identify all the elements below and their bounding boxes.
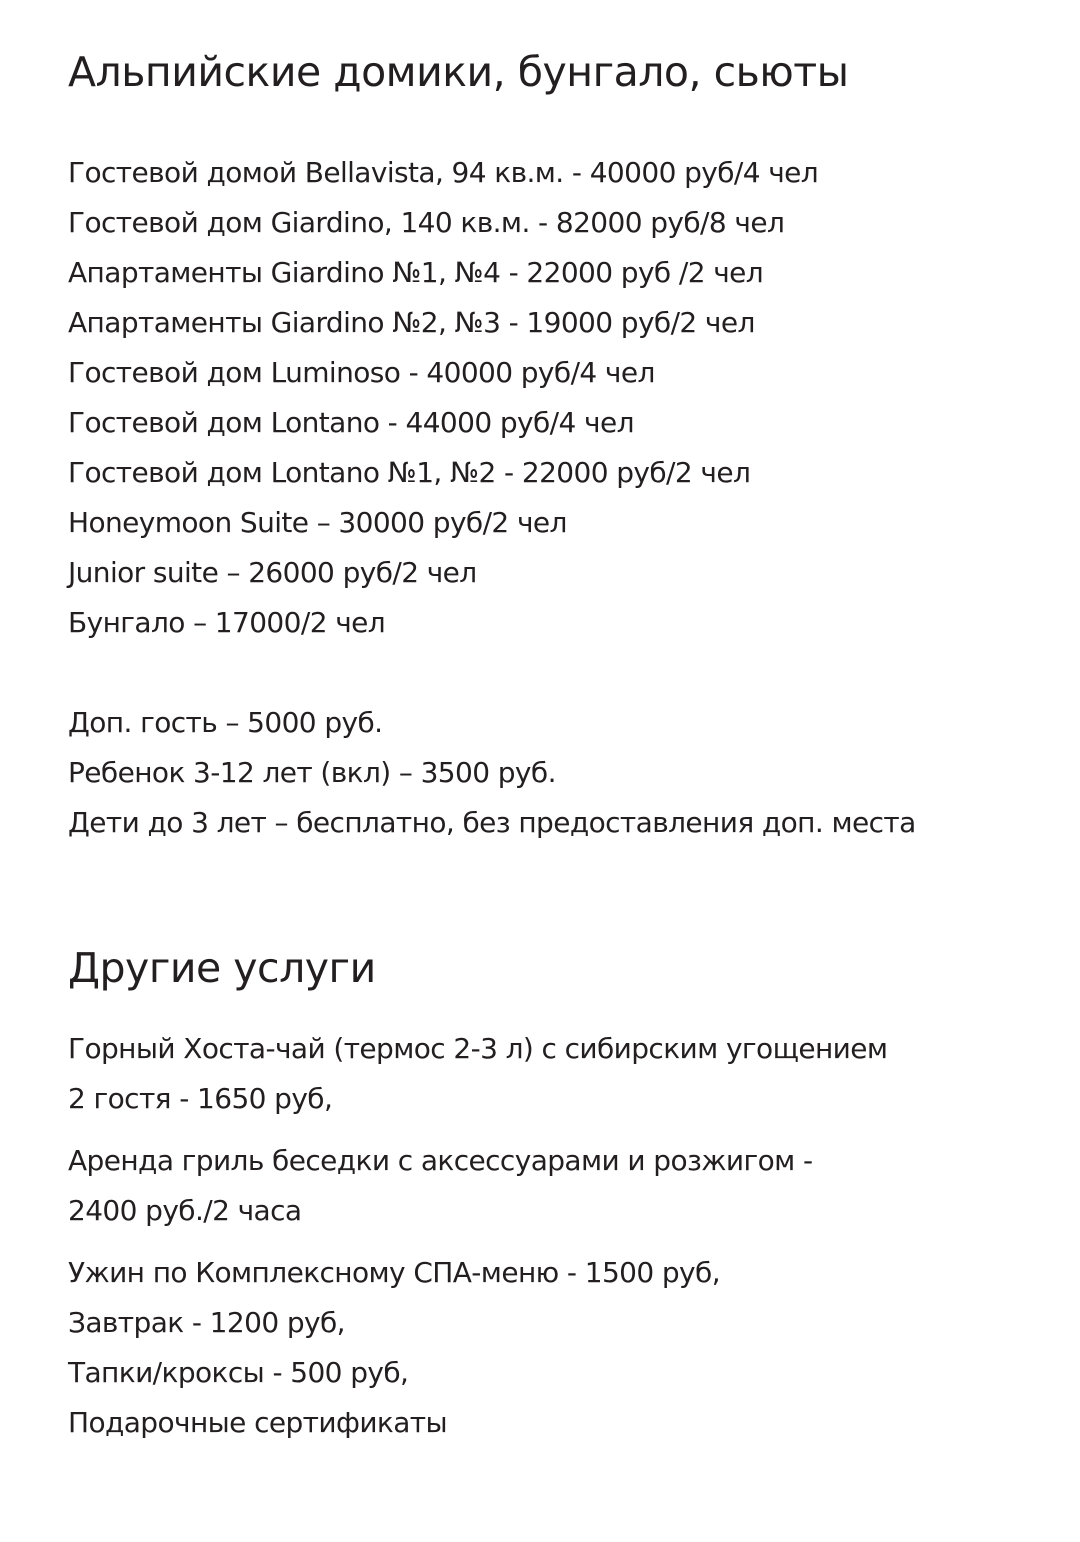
accommodation-item: Гостевой домой Bellavista, 94 кв.м. - 40000 руб/4 чел xyxy=(68,156,819,189)
accommodation-item: Апартаменты Giardino №1, №4 - 22000 руб /2 чел xyxy=(68,256,764,289)
tea-service-price: 2 гостя - 1650 руб, xyxy=(68,1082,333,1115)
accommodation-item: Бунгало – 17000/2 чел xyxy=(68,606,386,639)
accommodation-heading: Альпийские домики, бунгало, сьюты xyxy=(68,48,849,96)
service-item: Завтрак - 1200 руб, xyxy=(68,1306,345,1339)
extra-guest-item: Доп. гость – 5000 руб. xyxy=(68,706,383,739)
accommodation-item: Гостевой дом Luminoso - 40000 руб/4 чел xyxy=(68,356,655,389)
accommodation-item: Гостевой дом Giardino, 140 кв.м. - 82000 руб/8 чел xyxy=(68,206,785,239)
service-item: Ужин по Комплексному СПА-меню - 1500 руб, xyxy=(68,1256,720,1289)
accommodation-item: Гостевой дом Lontano - 44000 руб/4 чел xyxy=(68,406,634,439)
extra-guest-item: Дети до 3 лет – бесплатно, без предоставления доп. места xyxy=(68,806,916,839)
grill-service-price: 2400 руб./2 часа xyxy=(68,1194,302,1227)
accommodation-item: Junior suite – 26000 руб/2 чел xyxy=(68,556,477,589)
service-item: Тапки/кроксы - 500 руб, xyxy=(68,1356,409,1389)
services-heading: Другие услуги xyxy=(68,944,376,992)
tea-service-line: Горный Хоста-чай (термос 2-3 л) с сибирским угощением xyxy=(68,1032,888,1065)
service-item: Подарочные сертификаты xyxy=(68,1406,448,1439)
accommodation-item: Гостевой дом Lontano №1, №2 - 22000 руб/2 чел xyxy=(68,456,751,489)
accommodation-item: Апартаменты Giardino №2, №3 - 19000 руб/2 чел xyxy=(68,306,755,339)
grill-service-line: Аренда гриль беседки с аксессуарами и розжигом - xyxy=(68,1144,813,1177)
accommodation-item: Honeymoon Suite – 30000 руб/2 чел xyxy=(68,506,567,539)
extra-guest-item: Ребенок 3-12 лет (вкл) – 3500 руб. xyxy=(68,756,556,789)
